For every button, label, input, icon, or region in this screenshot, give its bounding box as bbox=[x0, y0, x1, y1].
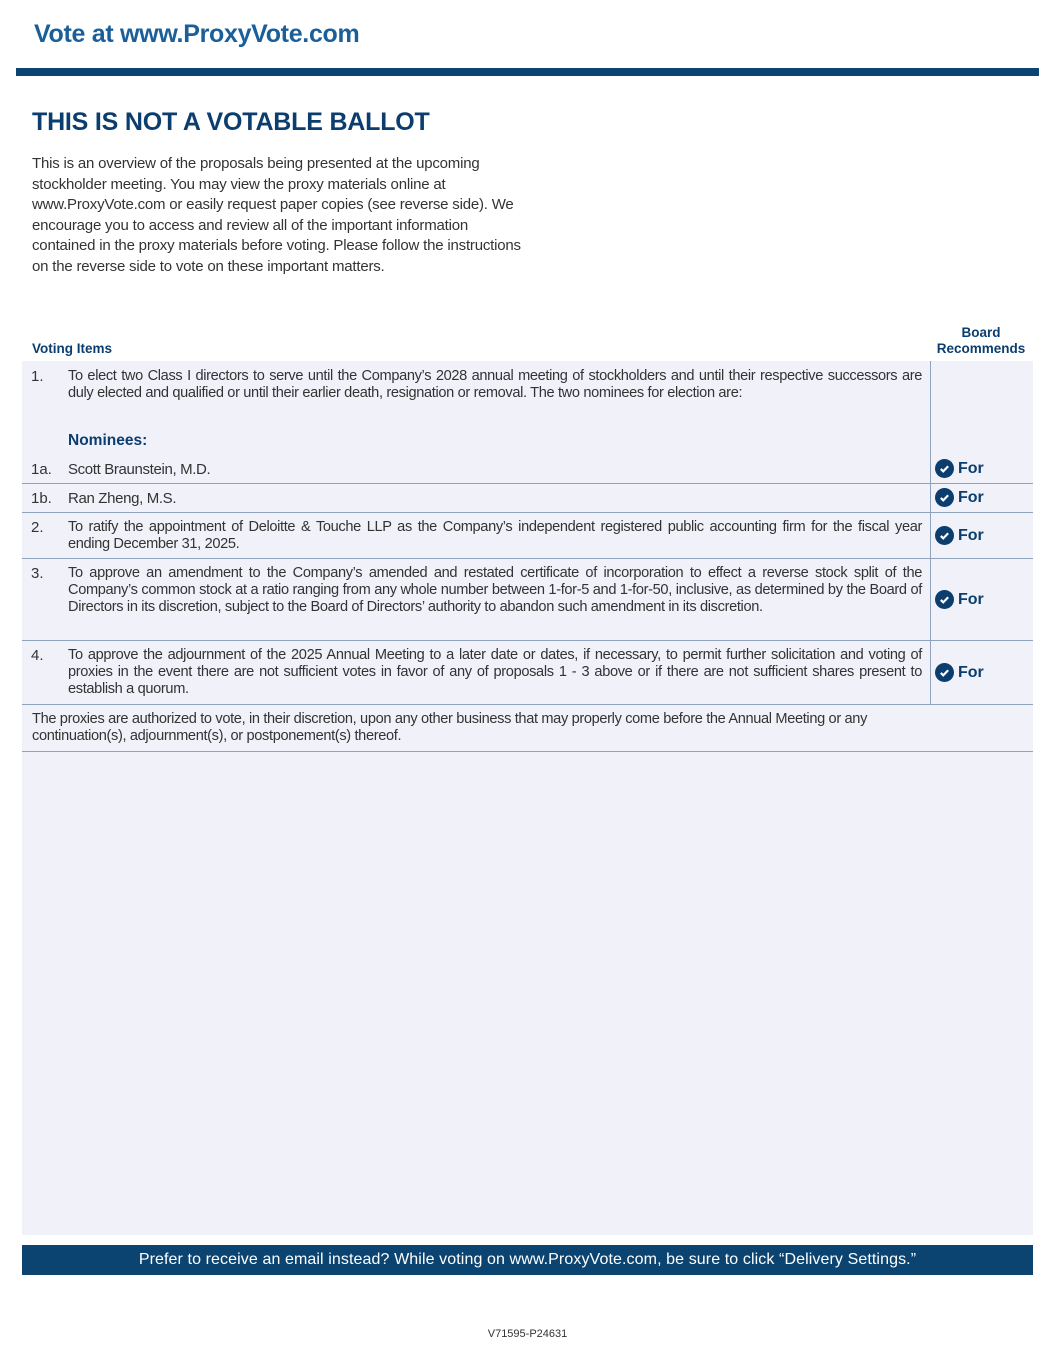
item-text: To ratify the appointment of Deloitte & Touche LLP as the Company’s independent registered public accounting firm for the fiscal year ending December 31, 2025. bbox=[68, 519, 922, 552]
check-circle-icon bbox=[935, 663, 954, 682]
check-circle-icon bbox=[935, 488, 954, 507]
table-row-3 bbox=[22, 559, 1033, 641]
document-code: V71595-P24631 bbox=[487, 1328, 568, 1340]
other-business-text: The proxies are authorized to vote, in their discretion, upon any other business that may properly come before the Annual Meeting or any continuation(s), adjournment(s), or postponement(s) thereof. bbox=[32, 711, 868, 744]
board-recommends-header: Board Recommends bbox=[936, 325, 1026, 356]
table-row-1b bbox=[22, 484, 1033, 513]
item-number: 4. bbox=[31, 647, 44, 664]
recommendation-label: For bbox=[958, 459, 984, 477]
board-recommendation bbox=[935, 590, 984, 609]
item-number: 2. bbox=[31, 519, 44, 536]
item-number: 1. bbox=[31, 368, 44, 385]
table-row-4 bbox=[22, 641, 1033, 705]
nominee-name: Ran Zheng, M.S. bbox=[68, 490, 177, 507]
board-recommendation bbox=[935, 526, 984, 545]
voting-items-header: Voting Items bbox=[32, 341, 113, 356]
item-number: 3. bbox=[31, 565, 44, 582]
email-delivery-banner: Prefer to receive an email instead? While voting on www.ProxyVote.com, be sure to click “Delivery Settings.” bbox=[22, 1245, 1033, 1275]
recommendation-label: For bbox=[958, 590, 984, 608]
item-number: 1b. bbox=[31, 490, 52, 507]
recommendation-label: For bbox=[958, 526, 984, 544]
header-rule bbox=[16, 68, 1039, 76]
table-row-other-business bbox=[22, 705, 1033, 752]
check-circle-icon bbox=[935, 459, 954, 478]
check-circle-icon bbox=[935, 526, 954, 545]
table-row-2 bbox=[22, 513, 1033, 559]
board-recommendation bbox=[935, 459, 984, 478]
intro-text: This is an overview of the proposals being presented at the upcoming stockholder meeting. You may view the proxy materials online at www.ProxyVote.com or easily request paper copies (see reverse side). We encourage you to access and review all of the important information contained in the proxy materials before voting. Please follow the instructions on the reverse side to vote on these important matters. bbox=[32, 155, 521, 275]
item-text: To approve the adjournment of the 2025 Annual Meeting to a later date or dates, if necessary, to permit further solicitation and voting of proxies in the event there are not sufficient votes in favor of any of proposals 1 - 3 above or if there are not sufficient shares present to establish a quorum. bbox=[68, 647, 922, 697]
vote-url-title: Vote at www.ProxyVote.com bbox=[34, 20, 360, 48]
item-text: To approve an amendment to the Company’s amended and restated certificate of incorporation to effect a reverse stock split of the Company’s common stock at a ratio ranging from any whole number between 1-for-5 and 1-for-50, inclusive, as determined by the Board of Directors in its discretion, subject to the Board of Directors’ authority to abandon such amendment in its discretion. bbox=[68, 565, 922, 615]
item-number: 1a. bbox=[31, 461, 52, 478]
board-recommendation bbox=[935, 663, 984, 682]
table-row-1 bbox=[22, 361, 1033, 484]
recommendation-label: For bbox=[958, 488, 984, 506]
nominee-name: Scott Braunstein, M.D. bbox=[68, 461, 211, 478]
nominees-label: Nominees: bbox=[68, 432, 148, 449]
check-circle-icon bbox=[935, 590, 954, 609]
recommendation-label: For bbox=[958, 663, 984, 681]
page-title: THIS IS NOT A VOTABLE BALLOT bbox=[32, 108, 430, 136]
item-text: To elect two Class I directors to serve until the Company’s 2028 annual meeting of stockholders and until their respective successors are duly elected and qualified or until their earlier death, resignation or removal. The two nominees for election are: bbox=[68, 368, 922, 401]
board-recommendation bbox=[935, 488, 984, 507]
